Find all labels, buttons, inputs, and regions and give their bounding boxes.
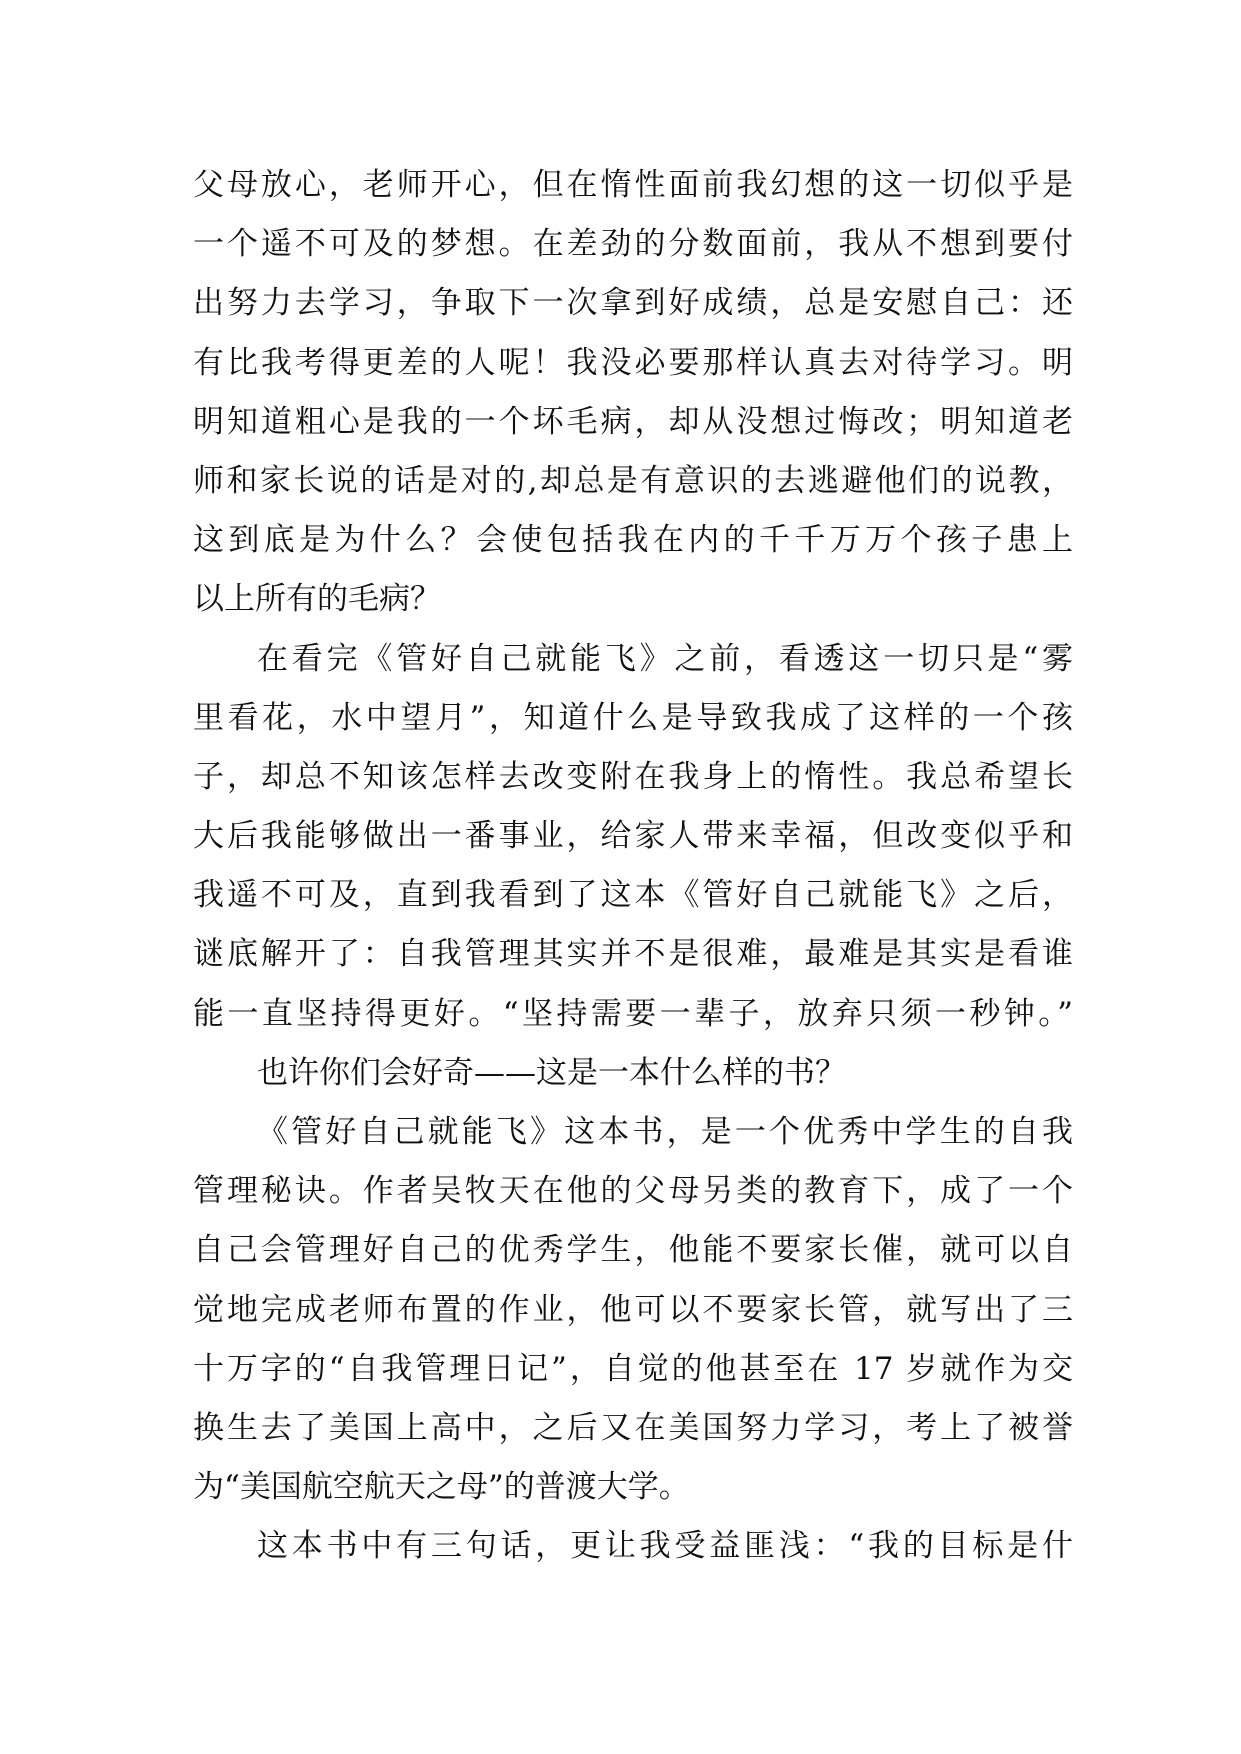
text-line: 我遥不可及，直到我看到了这本《管好自己就能飞》之后， [193,877,1073,914]
paragraph-start-line: 也许你们会好奇——这是一本什么样的书？ [257,1054,846,1091]
text-line: 觉地完成老师布置的作业，他可以不要家长管，就写出了三 [193,1291,1073,1328]
text-line: 管理秘诀。作者吴牧天在他的父母另类的教育下，成了一个 [193,1173,1073,1210]
text-line: 出努力去学习，争取下一次拿到好成绩，总是安慰自己：还 [193,285,1073,322]
paragraph-start-line: 在看完《管好自己就能飞》之前，看透这一切只是“雾 [257,640,1073,677]
text-line: 自己会管理好自己的优秀学生，他能不要家长催，就可以自 [193,1232,1073,1269]
text-line: 师和家长说的话是对的,却总是有意识的去逃避他们的说教， [193,462,1073,499]
text-line: 大后我能够做出一番事业，给家人带来幸福，但改变似乎和 [193,818,1073,855]
text-line: 父母放心，老师开心，但在惰性面前我幻想的这一切似乎是 [193,167,1073,203]
text-line: 子，却总不知该怎样去改变附在我身上的惰性。我总希望长 [193,758,1073,795]
body-text [193,156,1073,1577]
text-line: 有比我考得更差的人呢！我没必要那样认真去对待学习。明 [193,344,1073,381]
text-line: 一个遥不可及的梦想。在差劲的分数面前，我从不想到要付 [193,226,1073,263]
text-line: 谜底解开了：自我管理其实并不是很难，最难是其实是看谁 [193,936,1073,973]
text-line: 为“美国航空航天之母”的普渡大学。 [193,1469,690,1506]
paragraph-start-line: 《管好自己就能飞》这本书，是一个优秀中学生的自我 [257,1114,1073,1150]
text-line: 这到底是为什么？会使包括我在内的千千万万个孩子患上 [193,522,1073,559]
text-line: 十万字的“自我管理日记”，自觉的他甚至在 17 岁就作为交 [193,1350,1073,1387]
text-line: 以上所有的毛病？ [193,581,441,618]
paragraph-start-line: 这本书中有三句话，更让我受益匪浅：“我的目标是什 [257,1528,1073,1565]
text-line: 里看花，水中望月”，知道什么是导致我成了这样的一个孩 [193,699,1073,736]
text-line: 明知道粗心是我的一个坏毛病，却从没想过悔改；明知道老 [193,403,1073,440]
text-line: 能一直坚持得更好。“坚持需要一辈子，放弃只须一秒钟。” [193,995,1073,1032]
text-line: 换生去了美国上高中，之后又在美国努力学习，考上了被誉 [193,1409,1073,1446]
